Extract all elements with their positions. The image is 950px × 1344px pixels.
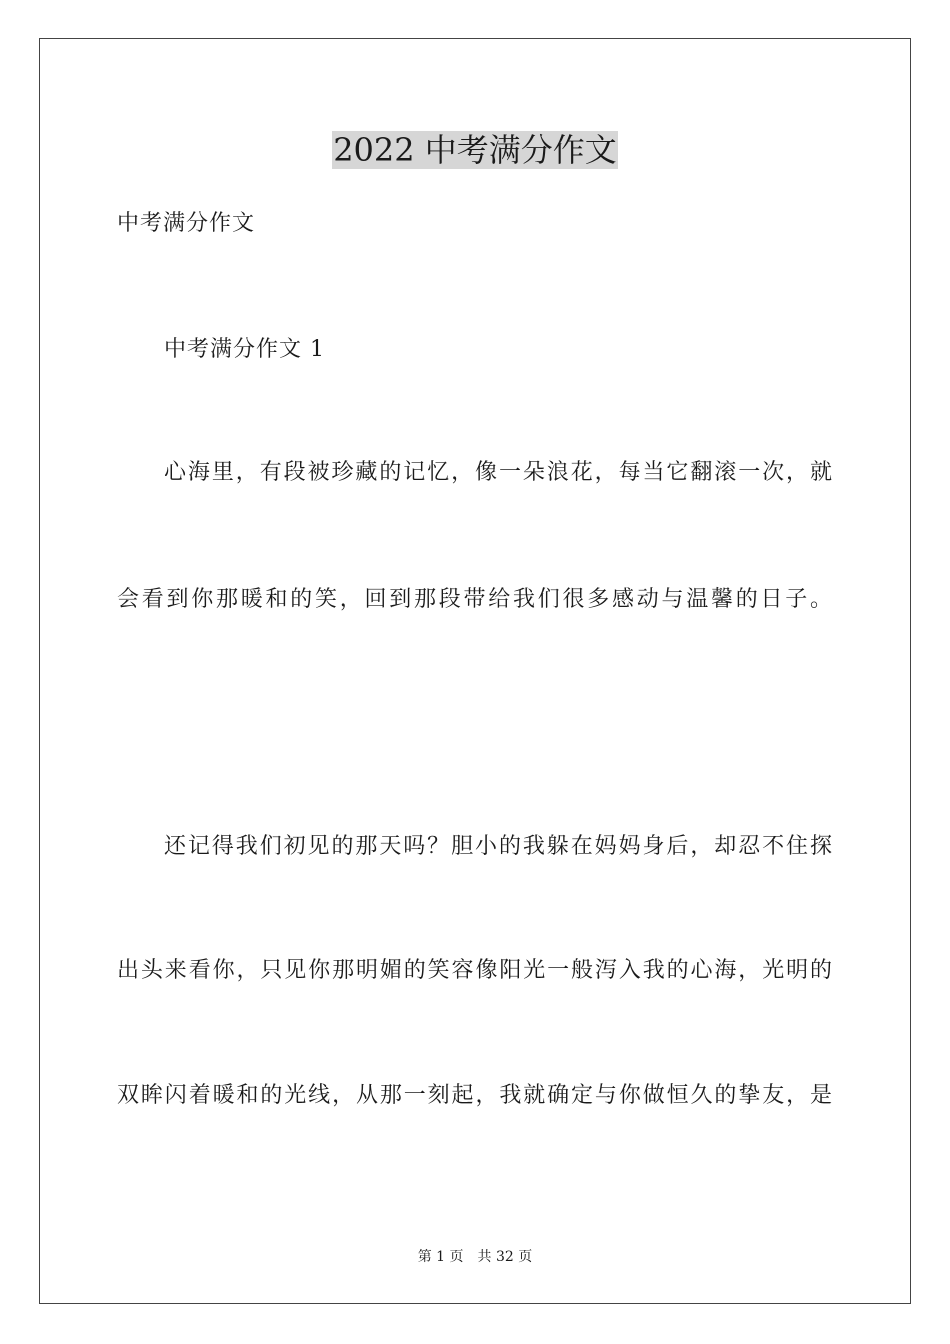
document-subtitle: 中考满分作文 — [117, 211, 256, 236]
page-footer — [0, 1247, 950, 1267]
section-heading: 中考满分作文 1 — [164, 337, 325, 362]
paragraph-2-line-1: 还记得我们初见的那天吗？胆小的我躲在妈妈身后，却忍不住探 — [164, 834, 833, 859]
paragraph-1-line-2: 会看到你那暖和的笑，回到那段带给我们很多感动与温馨的日子。 — [117, 587, 833, 612]
page-total: 共 32 页 — [477, 1249, 533, 1265]
paragraph-2-line-2: 出头来看你，只见你那明媚的笑容像阳光一般泻入我的心海，光明的 — [117, 958, 833, 983]
document-title — [0, 128, 950, 172]
paragraph-1-line-1: 心海里，有段被珍藏的记忆，像一朵浪花，每当它翻滚一次，就 — [164, 460, 833, 485]
paragraph-2-line-3: 双眸闪着暖和的光线，从那一刻起，我就确定与你做恒久的挚友，是 — [117, 1083, 833, 1108]
document-title-text: 2022 中考满分作文 — [333, 131, 617, 169]
page-number: 第 1 页 — [417, 1249, 464, 1265]
